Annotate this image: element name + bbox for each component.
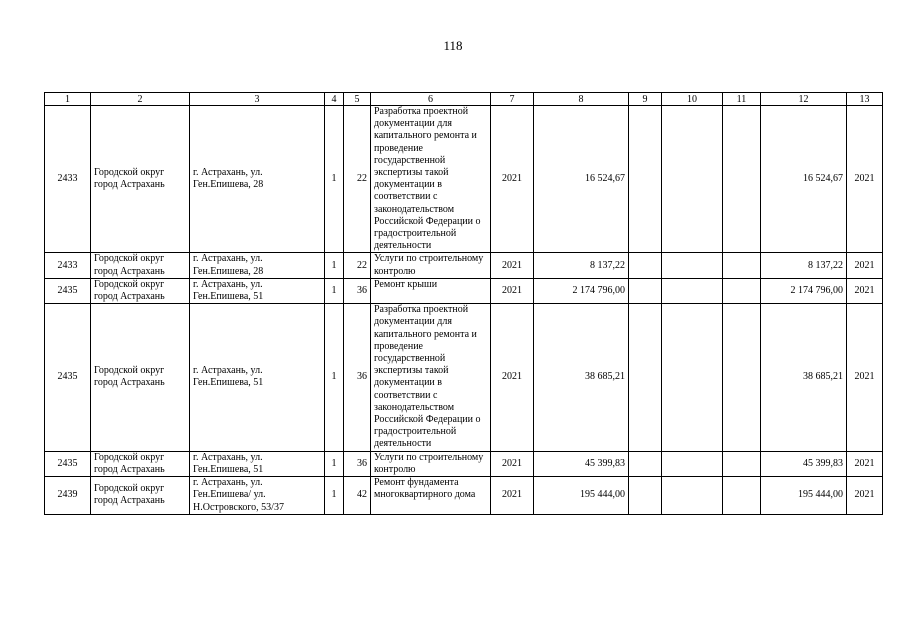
address-cell: г. Астрахань, ул. Ген.Епишева, 51 — [190, 278, 325, 303]
column-header: 9 — [629, 93, 662, 106]
col4-cell: 1 — [325, 278, 344, 303]
year-cell: 2021 — [491, 451, 534, 476]
col9-cell — [629, 477, 662, 515]
municipality-cell: Городской округ город Астрахань — [91, 278, 190, 303]
address-cell: г. Астрахань, ул. Ген.Епишева, 51 — [190, 304, 325, 451]
record-number-cell: 2439 — [45, 477, 91, 515]
year-cell: 2021 — [491, 278, 534, 303]
col4-cell: 1 — [325, 253, 344, 278]
total-cost-cell: 195 444,00 — [761, 477, 847, 515]
column-header: 12 — [761, 93, 847, 106]
column-header: 10 — [662, 93, 723, 106]
col5-cell: 22 — [344, 106, 371, 253]
col5-cell: 36 — [344, 278, 371, 303]
col9-cell — [629, 304, 662, 451]
col5-cell: 22 — [344, 253, 371, 278]
col10-cell — [662, 451, 723, 476]
col10-cell — [662, 477, 723, 515]
total-cost-cell: 2 174 796,00 — [761, 278, 847, 303]
col10-cell — [662, 253, 723, 278]
cost-cell: 195 444,00 — [534, 477, 629, 515]
year-cell: 2021 — [491, 304, 534, 451]
municipality-cell: Городской округ город Астрахань — [91, 304, 190, 451]
column-header: 5 — [344, 93, 371, 106]
capital-repair-table — [44, 92, 883, 515]
record-number-cell: 2435 — [45, 304, 91, 451]
cost-cell: 38 685,21 — [534, 304, 629, 451]
col10-cell — [662, 278, 723, 303]
address-cell: г. Астрахань, ул. Ген.Епишева, 28 — [190, 253, 325, 278]
col9-cell — [629, 253, 662, 278]
col4-cell: 1 — [325, 106, 344, 253]
col5-cell: 36 — [344, 304, 371, 451]
address-cell: г. Астрахань, ул. Ген.Епишева/ ул. Н.Островского, 53/37 — [190, 477, 325, 515]
record-number-cell: 2435 — [45, 278, 91, 303]
column-header: 8 — [534, 93, 629, 106]
col9-cell — [629, 106, 662, 253]
cost-cell: 16 524,67 — [534, 106, 629, 253]
table-row — [45, 304, 883, 451]
col4-cell: 1 — [325, 451, 344, 476]
table-row — [45, 253, 883, 278]
municipality-cell: Городской округ город Астрахань — [91, 106, 190, 253]
col11-cell — [723, 477, 761, 515]
completion-year-cell: 2021 — [847, 304, 883, 451]
completion-year-cell: 2021 — [847, 253, 883, 278]
total-cost-cell: 38 685,21 — [761, 304, 847, 451]
municipality-cell: Городской округ город Астрахань — [91, 477, 190, 515]
work-type-cell: Ремонт крыши — [371, 278, 491, 303]
table-body — [45, 106, 883, 515]
completion-year-cell: 2021 — [847, 451, 883, 476]
cost-cell: 2 174 796,00 — [534, 278, 629, 303]
col10-cell — [662, 106, 723, 253]
cost-cell: 8 137,22 — [534, 253, 629, 278]
page-number: 118 — [443, 38, 463, 53]
col11-cell — [723, 106, 761, 253]
year-cell: 2021 — [491, 253, 534, 278]
completion-year-cell: 2021 — [847, 106, 883, 253]
column-header: 6 — [371, 93, 491, 106]
col4-cell: 1 — [325, 477, 344, 515]
municipality-cell: Городской округ город Астрахань — [91, 451, 190, 476]
cost-cell: 45 399,83 — [534, 451, 629, 476]
col11-cell — [723, 304, 761, 451]
column-header: 13 — [847, 93, 883, 106]
col11-cell — [723, 451, 761, 476]
work-type-cell: Услуги по строительному контролю — [371, 451, 491, 476]
col11-cell — [723, 253, 761, 278]
total-cost-cell: 45 399,83 — [761, 451, 847, 476]
municipality-cell: Городской округ город Астрахань — [91, 253, 190, 278]
column-number-row — [45, 93, 883, 106]
column-header: 4 — [325, 93, 344, 106]
record-number-cell: 2433 — [45, 253, 91, 278]
col9-cell — [629, 451, 662, 476]
total-cost-cell: 16 524,67 — [761, 106, 847, 253]
completion-year-cell: 2021 — [847, 477, 883, 515]
col10-cell — [662, 304, 723, 451]
table-row — [45, 451, 883, 476]
col11-cell — [723, 278, 761, 303]
col4-cell: 1 — [325, 304, 344, 451]
column-header: 1 — [45, 93, 91, 106]
address-cell: г. Астрахань, ул. Ген.Епишева, 51 — [190, 451, 325, 476]
column-header: 11 — [723, 93, 761, 106]
work-type-cell: Услуги по строительному контролю — [371, 253, 491, 278]
column-header: 3 — [190, 93, 325, 106]
year-cell: 2021 — [491, 106, 534, 253]
column-header: 2 — [91, 93, 190, 106]
table-row — [45, 278, 883, 303]
record-number-cell: 2433 — [45, 106, 91, 253]
work-type-cell: Разработка проектной документации для капитального ремонта и проведение государственной экспертизы такой документации в соответствии с законодательством Российской Федерации о градостроительной деятельности — [371, 106, 491, 253]
record-number-cell: 2435 — [45, 451, 91, 476]
col5-cell: 36 — [344, 451, 371, 476]
work-type-cell: Разработка проектной документации для капитального ремонта и проведение государственной экспертизы такой документации в соответствии с законодательством Российской Федерации о градостроительной деятельности — [371, 304, 491, 451]
address-cell: г. Астрахань, ул. Ген.Епишева, 28 — [190, 106, 325, 253]
completion-year-cell: 2021 — [847, 278, 883, 303]
table-row — [45, 106, 883, 253]
total-cost-cell: 8 137,22 — [761, 253, 847, 278]
work-type-cell: Ремонт фундамента многоквартирного дома — [371, 477, 491, 515]
col9-cell — [629, 278, 662, 303]
table-row — [45, 477, 883, 515]
column-header: 7 — [491, 93, 534, 106]
year-cell: 2021 — [491, 477, 534, 515]
col5-cell: 42 — [344, 477, 371, 515]
